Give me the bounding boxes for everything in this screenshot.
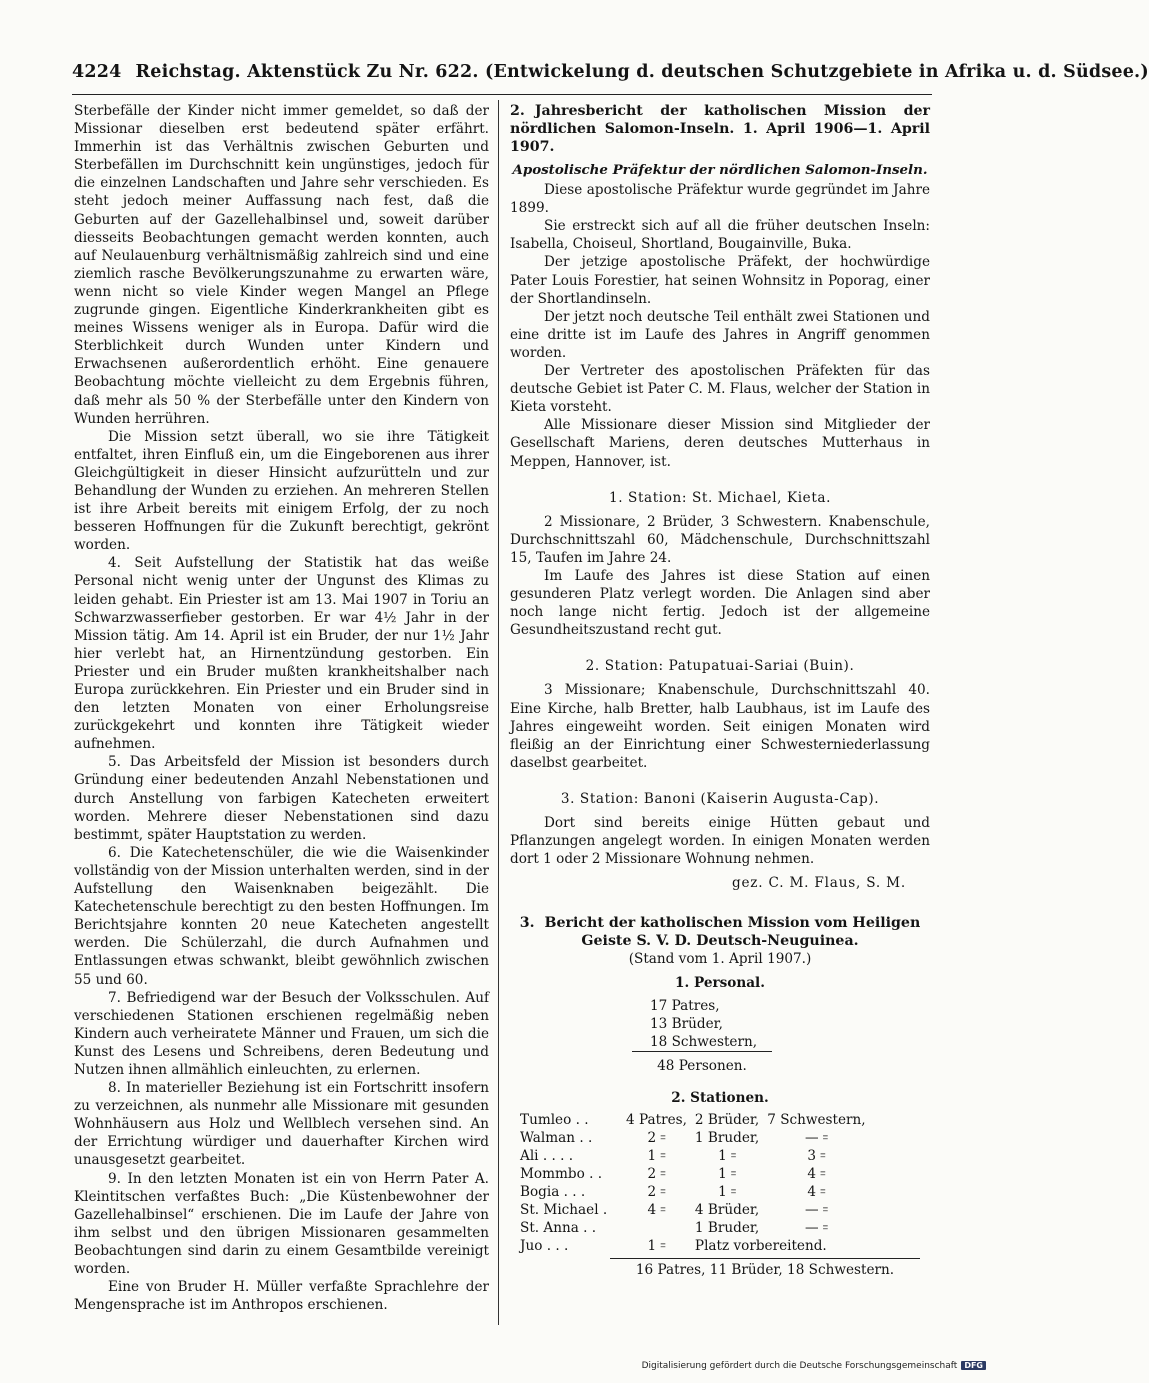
table-row bbox=[516, 1219, 870, 1237]
left-column bbox=[74, 102, 489, 1314]
stations-heading: 2. Stationen. bbox=[671, 1089, 769, 1106]
station-name: Mommbo . . bbox=[520, 1166, 603, 1183]
table-row bbox=[516, 1111, 870, 1129]
signature: gez. C. M. Flaus, S. M. bbox=[731, 875, 906, 892]
personnel-list bbox=[650, 997, 770, 1051]
paragraph: 2 Missionare, 2 Brüder, 3 Schwestern. Knabenschule, Durchschnittszahl 60, Mädchenschule, Durchschnittszahl 15, Taufen im Jahre 24. bbox=[510, 513, 930, 566]
patres-cell: 1 ꞊ bbox=[647, 1238, 666, 1255]
brueder-cell: 2 Brüder, bbox=[694, 1111, 760, 1128]
page-header bbox=[72, 62, 1149, 82]
section-2-heading bbox=[510, 102, 930, 156]
patres-cell: 2 ꞊ bbox=[647, 1129, 666, 1146]
stations-table bbox=[516, 1111, 870, 1256]
table-row bbox=[516, 1201, 870, 1219]
paragraph: Dort sind bereits einige Hütten gebaut und Pflanzungen angelegt worden. In einigen Monaten werden dort 1 oder 2 Missionare Wohnung nehmen. bbox=[510, 815, 930, 868]
station-name: Bogia . . . bbox=[520, 1184, 586, 1201]
dfg-logo: DFG bbox=[961, 1361, 986, 1370]
section-number: 3. bbox=[519, 915, 535, 932]
table-row bbox=[516, 1165, 870, 1183]
section-2-subtitle: Apostolische Präfektur der nördlichen Salomon-Inseln. bbox=[512, 162, 928, 178]
paragraph: Der jetzt noch deutsche Teil enthält zwei Stationen und eine dritte ist im Laufe des Jahres in Angriff genommen worden. bbox=[510, 308, 930, 361]
station-2-title: 2. Station: Patupatuai-Sariai (Buin). bbox=[585, 658, 855, 675]
stations-total: 16 Patres, 11 Brüder, 18 Schwestern. bbox=[610, 1258, 920, 1279]
schwestern-cell: — ꞊ bbox=[804, 1220, 828, 1237]
table-row bbox=[516, 1147, 870, 1165]
paragraph: Sie erstreckt sich auf all die früher deutschen Inseln: Isabella, Choiseul, Shortland, Bougainville, Buka. bbox=[510, 218, 930, 253]
paragraph: 8. In materieller Beziehung ist ein Fortschritt insofern zu verzeichnen, als nunmehr alle Missionare mit gesunden Wohnhäusern aus Holz und Wellblech versehen sind. An der Errichtung würdiger und dauerhafter Kirchen wird unausgesetzt gearbeitet. bbox=[74, 1080, 489, 1169]
personnel-heading: 1. Personal. bbox=[675, 975, 765, 992]
brueder-cell: 4 Brüder, bbox=[694, 1202, 760, 1219]
station-3-title: 3. Station: Banoni (Kaiserin Augusta-Cap). bbox=[560, 790, 880, 807]
section-title: Bericht der katholischen Mission vom Heiligen Geiste S. V. D. Deutsch-Neuguinea. bbox=[544, 915, 921, 950]
personnel-total: 48 Personen. bbox=[632, 1051, 772, 1075]
paragraph: 5. Das Arbeitsfeld der Mission ist besonders durch Gründung einer bedeutenden Anzahl Nebenstationen und durch Anstellung von farbigen Katecheten erweitert worden. Mehrere dieser Nebenstationen sind dazu bestimmt, später Hauptstation zu werden. bbox=[74, 754, 489, 843]
station-name: Ali . . . . bbox=[520, 1147, 574, 1164]
station-name: Walman . . bbox=[520, 1129, 593, 1146]
paragraph: 7. Befriedigend war der Besuch der Volksschulen. Auf verschiedenen Stationen erschienen regelmäßig neben Kindern auch verheiratete Männer und Frauen, um sich die Kunst des Lesens und Schreibens, deren Bedeutung und Nutzen ihnen allmählich einleuchten, zu erlernen. bbox=[74, 989, 489, 1078]
paragraph: Alle Missionare dieser Mission sind Mitglieder der Gesellschaft Mariens, deren deutsches Mutterhaus in Meppen, Hannover, ist. bbox=[510, 417, 930, 470]
patres-cell: 2 ꞊ bbox=[647, 1166, 666, 1183]
paragraph: Sterbefälle der Kinder nicht immer gemeldet, so daß der Missionar dieselben erst bedeutend später erfährt. Immerhin ist das Verhältnis zwischen Geburten und Sterbefällen im Durchschnitt kein ungünstiges, jedoch für die einzelnen Landschaften und Jahre sehr verschieden. Es steht jedoch meiner Auffassung nach fest, daß die Geburten auf der Gazellehalbinsel und, soweit darüber diesseits Beobachtungen gemacht werden konnten, auch auf Neulauenburg verhältnismäßig zahlreich sind und eine ziemlich rasche Bevölkerungszunahme zu erwarten wäre, wenn nicht so viele Kinder wegen Mangel an Pflege zugrunde gingen. Eigentliche Kinderkrankheiten gibt es meines Wissens weniger als in Europa. Dafür wird die Sterblichkeit durch Wunden unter Kindern und Erwachsenen außerordentlich erhöht. Eine genauere Beobachtung möchte vielleicht zu dem Ergebnis führen, daß mehr als 50 % der Sterbefälle unter den Kindern von Wunden herrühren. bbox=[74, 103, 489, 427]
schwestern-cell: 3 ꞊ bbox=[807, 1147, 826, 1164]
schwestern-cell: 4 ꞊ bbox=[807, 1184, 826, 1201]
section-number: 2. bbox=[510, 103, 525, 119]
patres-cell: 4 ꞊ bbox=[647, 1202, 666, 1219]
station-name: Tumleo . . bbox=[520, 1111, 589, 1128]
schwestern-cell: 7 Schwestern, bbox=[767, 1111, 866, 1128]
digitization-footer bbox=[642, 1361, 986, 1371]
column-divider bbox=[498, 100, 499, 1325]
paragraph: Die Mission setzt überall, wo sie ihre Tätigkeit entfaltet, ihren Einfluß ein, um die Eingeborenen aus ihrer Gleichgültigkeit in dieser Hinsicht aufzurütteln und zur Behandlung der Wunden zu erziehen. An mehreren Stellen ist ihre Arbeit bereits mit einigem Erfolg, der zu noch besseren Hoffnungen für die Zukunft berechtigt, gekrönt worden. bbox=[74, 428, 489, 554]
station-name: Juo . . . bbox=[520, 1238, 569, 1255]
paragraph: Diese apostolische Präfektur wurde gegründet im Jahre 1899. bbox=[510, 182, 930, 217]
paragraph: Der Vertreter des apostolischen Präfekten für das deutsche Gebiet ist Pater C. M. Flaus, welcher der Station in Kieta vorsteht. bbox=[510, 363, 930, 416]
paragraph: 3 Missionare; Knabenschule, Durchschnittszahl 40. Eine Kirche, halb Bretter, halb Laubhaus, ist im Laufe des Jahres eingeweiht worden. Seit einigen Monaten wird fleißig an der Einrichtung einer Schwesterniederlassung daselbst gearbeitet. bbox=[510, 682, 930, 771]
paragraph: 4. Seit Aufstellung der Statistik hat das weiße Personal nicht wenig unter der Ungunst des Klimas zu leiden gehabt. Ein Priester ist am 13. Mai 1907 in Toriu an Schwarzwasserfieber gestorben. Er war 4½ Jahr in der Mission tätig. Am 14. April ist ein Bruder, der nur 1½ Jahr hier verlebt hat, an Hirnentzündung gestorben. Ein Priester und ein Bruder mußten krankheitshalber nach Europa zurückkehren. Ein Priester und ein Bruder sind in den letzten Monaten von einer Erholungsreise zurückgekehrt und konnten ihre Tätigkeit wieder aufnehmen. bbox=[74, 555, 489, 753]
table-row bbox=[516, 1237, 870, 1255]
station-name: St. Michael . bbox=[520, 1202, 608, 1219]
list-item: 17 Patres, bbox=[650, 997, 720, 1014]
station-name: St. Anna . . bbox=[520, 1220, 597, 1237]
brueder-cell: 1 ꞊ bbox=[718, 1184, 737, 1201]
patres-cell: 2 ꞊ bbox=[647, 1184, 666, 1201]
page-number: 4224 bbox=[72, 62, 122, 82]
header-rule bbox=[72, 94, 932, 95]
brueder-cell: 1 ꞊ bbox=[718, 1147, 737, 1164]
brueder-cell: 1 Bruder, bbox=[694, 1220, 760, 1237]
report-date: (Stand vom 1. April 1907.) bbox=[628, 951, 812, 968]
schwestern-cell: 4 ꞊ bbox=[807, 1166, 826, 1183]
schwestern-cell: — ꞊ bbox=[804, 1202, 828, 1219]
table-row bbox=[516, 1129, 870, 1147]
paragraph: 9. In den letzten Monaten ist ein von Herrn Pater A. Kleintitschen verfaßtes Buch: „Die Küstenbewohner der Gazellehalbinsel“ erschienen. Die im Laufe der Jahre von ihm selbst und den übrigen Missionaren gesammelten Beobachtungen sind darin zu einem Gesamtbilde vereinigt worden. bbox=[74, 1170, 489, 1277]
brueder-cell: Platz vorbereitend. bbox=[694, 1238, 827, 1255]
paragraph: Eine von Bruder H. Müller verfaßte Sprachlehre der Mengensprache ist im Anthropos erschienen. bbox=[74, 1279, 489, 1314]
paragraph: 6. Die Katechetenschüler, die wie die Waisenkinder vollständig von der Mission unterhalten werden, sind in der Aufstellung den Waisenknaben beigezählt. Die Katechetenschule berechtigt zu den besten Hoffnungen. Im Berichtsjahre konnten 20 neue Katecheten angestellt werden. Die Schülerzahl, die durch Aufnahmen und Entlassungen etwas schwankt, bleibt gewöhnlich zwischen 55 und 60. bbox=[74, 844, 489, 988]
paragraph: Der jetzige apostolische Präfekt, der hochwürdige Pater Louis Forestier, hat seinen Wohnsitz in Poporag, einer der Shortlandinseln. bbox=[510, 254, 930, 307]
footer-text: Digitalisierung gefördert durch die Deutsche Forschungsgemeinschaft bbox=[641, 1361, 958, 1371]
table-row bbox=[516, 1183, 870, 1201]
station-1-title: 1. Station: St. Michael, Kieta. bbox=[608, 489, 832, 506]
list-item: 13 Brüder, bbox=[650, 1015, 723, 1032]
running-title: Reichstag. Aktenstück Zu Nr. 622. (Entwickelung d. deutschen Schutzgebiete in Afrika u. d. Südsee.) bbox=[135, 62, 1149, 82]
section-title: Jahresbericht der katholischen Mission der nördlichen Salomon-Inseln. 1. April 1906—1. April 1907. bbox=[510, 103, 930, 155]
brueder-cell: 1 Bruder, bbox=[694, 1129, 760, 1146]
section-3-heading bbox=[510, 914, 930, 950]
patres-cell: 4 Patres, bbox=[626, 1111, 687, 1128]
patres-cell: 1 ꞊ bbox=[647, 1147, 666, 1164]
paragraph: Im Laufe des Jahres ist diese Station auf einen gesunderen Platz verlegt worden. Die Anlagen sind aber noch lange nicht fertig. Jedoch ist der allgemeine Gesundheitszustand recht gut. bbox=[510, 567, 930, 639]
brueder-cell: 1 ꞊ bbox=[718, 1166, 737, 1183]
patres-cell bbox=[622, 1219, 691, 1237]
schwestern-cell: — ꞊ bbox=[804, 1129, 828, 1146]
list-item: 18 Schwestern, bbox=[650, 1033, 758, 1050]
right-column bbox=[510, 102, 930, 1279]
